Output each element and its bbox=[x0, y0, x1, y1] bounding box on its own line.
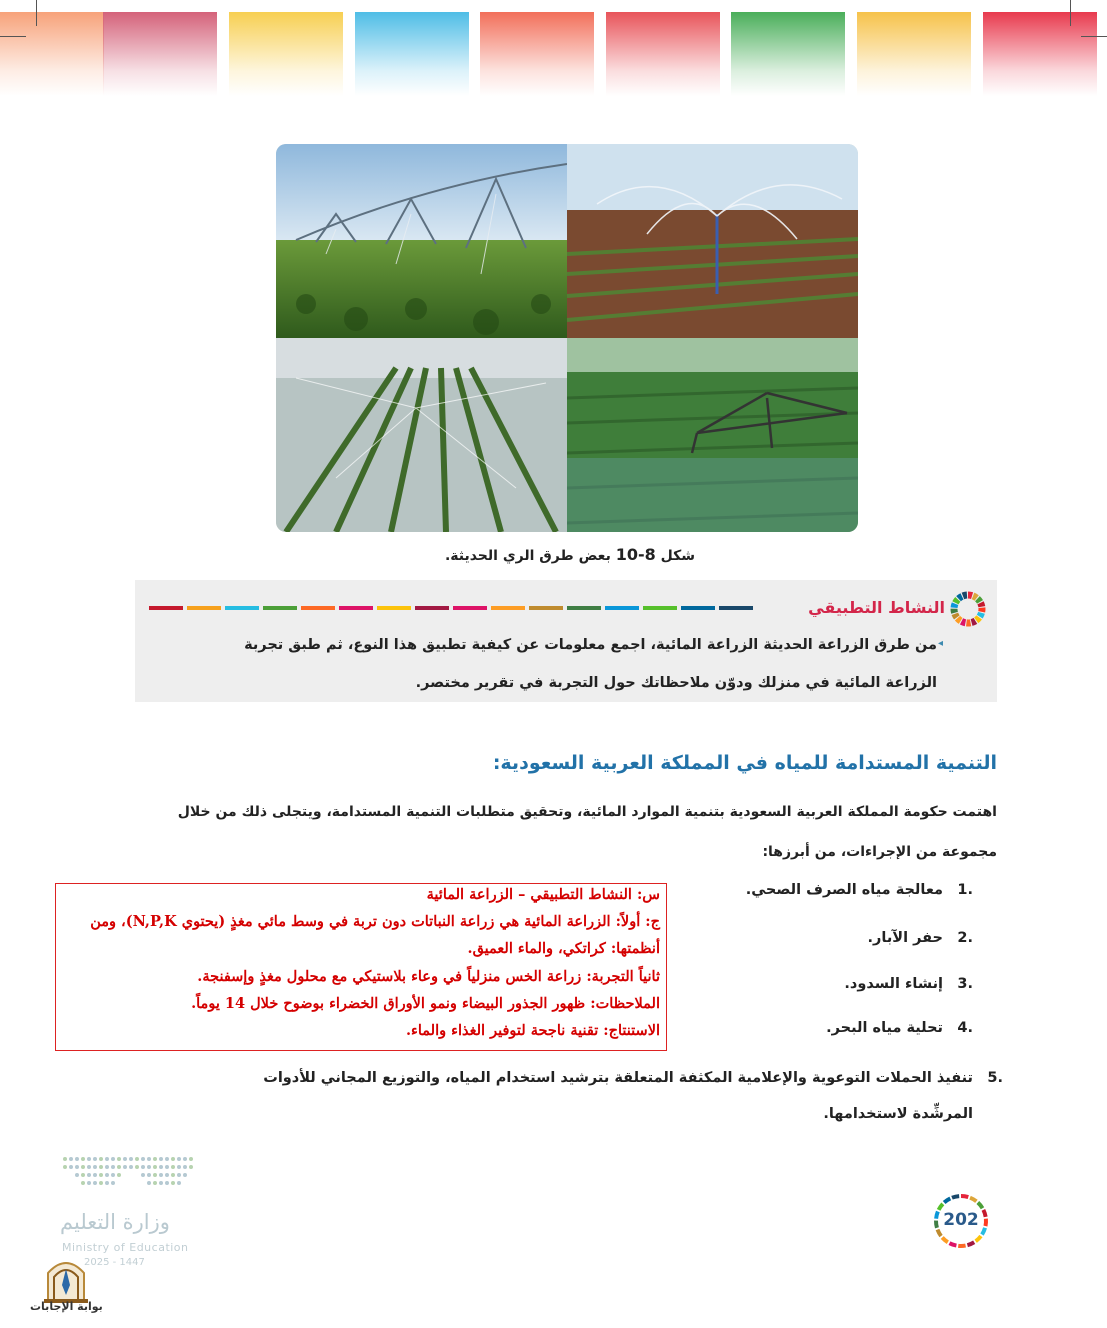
edition-year: 2025 - 1447 bbox=[84, 1257, 145, 1268]
ring-segment bbox=[939, 1204, 943, 1210]
stripe bbox=[415, 606, 449, 610]
color-tab bbox=[103, 12, 217, 96]
ring-segment bbox=[949, 1243, 956, 1245]
linear-move-irrigation-photo bbox=[567, 338, 858, 532]
list-item: .3إنشاء السدود. bbox=[844, 976, 973, 992]
ring-segment bbox=[954, 604, 955, 608]
ring-segment bbox=[967, 1242, 974, 1245]
color-tab bbox=[355, 12, 469, 96]
answers-portal-logo-icon bbox=[40, 1255, 92, 1305]
color-tab bbox=[983, 12, 1097, 96]
sdg-wheel-icon bbox=[949, 590, 987, 628]
ring-segment bbox=[955, 614, 957, 618]
center-pivot-irrigation-photo bbox=[276, 144, 567, 338]
list-item: .4تحلية مياه البحر. bbox=[826, 1020, 973, 1036]
list-item: .2حفر الآبار. bbox=[867, 930, 973, 946]
bullet-arrow-icon: ◂ bbox=[937, 638, 943, 649]
answers-portal-label: بوابة الإجابات bbox=[30, 1300, 103, 1313]
answer-line: ج: أولاً: الزراعة المائية هي زراعة النباتات دون تربة في وسط مائي مغذٍ (يحتوي N,P,K)، ومن bbox=[90, 913, 660, 930]
sdg-color-stripes bbox=[149, 606, 753, 610]
stripe bbox=[263, 606, 297, 610]
stripe bbox=[377, 606, 411, 610]
answer-line: الملاحظات: ظهور الجذور البيضاء ونمو الأوراق الخضراء بوضوح خلال 14 يوماً. bbox=[191, 995, 660, 1012]
crop-mark-left-v bbox=[36, 0, 37, 26]
activity-title: النشاط التطبيقي bbox=[808, 598, 945, 617]
crop-mark-right bbox=[1081, 36, 1107, 37]
stripe bbox=[187, 606, 221, 610]
ring-segment bbox=[955, 599, 957, 602]
ring-segment bbox=[963, 595, 967, 596]
ring-segment bbox=[944, 1198, 950, 1202]
ring-segment bbox=[977, 599, 980, 602]
section-paragraph: اهتمت حكومة المملكة العربية السعودية بتنمية الموارد المائية، وتحقيق متطلبات التنمية المستدامة، ويتجلى ذلك من خلال مجموعة من الإجراءات، من أبرزها: bbox=[177, 804, 997, 860]
ring-segment bbox=[981, 603, 982, 607]
color-tab bbox=[857, 12, 971, 96]
crop-mark-left bbox=[0, 36, 26, 37]
sprinkler-field-photo bbox=[567, 144, 858, 338]
figure-caption: شكل 8-10 بعض طرق الري الحديثة. bbox=[444, 545, 696, 564]
ring-segment bbox=[938, 1230, 942, 1236]
irrigation-photo-grid bbox=[276, 144, 858, 532]
top-color-tabs bbox=[0, 0, 1107, 100]
stripe bbox=[149, 606, 183, 610]
crop-mark-right-v bbox=[1070, 0, 1071, 26]
list-item: .5 تنفيذ الحملات التوعوية والإعلامية المكثفة المتعلقة بترشيد استخدام المياه، والتوزيع المجاني للأدوات المرشِّدة لاستخدامها. bbox=[263, 1070, 1003, 1122]
stripe bbox=[529, 606, 563, 610]
ring-segment bbox=[972, 621, 976, 623]
ring-segment bbox=[980, 613, 982, 617]
ring-segment bbox=[961, 1196, 968, 1197]
page-number: 202 bbox=[943, 1210, 979, 1230]
ring-segment bbox=[959, 596, 962, 598]
stripe bbox=[301, 606, 335, 610]
ring-segment bbox=[952, 1196, 959, 1198]
mist-sprinkler-rows-photo bbox=[276, 338, 567, 532]
ring-segment bbox=[957, 618, 960, 621]
stripe bbox=[491, 606, 525, 610]
ministry-dots-logo-icon bbox=[62, 1155, 198, 1199]
color-tab bbox=[0, 12, 104, 96]
applied-activity-box bbox=[135, 580, 997, 702]
ministry-name-english: Ministry of Education bbox=[62, 1241, 189, 1254]
stripe bbox=[719, 606, 753, 610]
color-tab bbox=[480, 12, 594, 96]
stripe bbox=[225, 606, 259, 610]
answer-question: س: النشاط التطبيقي – الزراعة المائية bbox=[426, 886, 660, 903]
ring-segment bbox=[973, 596, 977, 598]
answer-line: الاستنتاج: تقنية ناجحة لتوفير الغذاء والماء. bbox=[406, 1022, 660, 1039]
stripe bbox=[567, 606, 601, 610]
section-heading: التنمية المستدامة للمياه في المملكة العربية السعودية: bbox=[492, 752, 997, 774]
stripe bbox=[339, 606, 373, 610]
ring-segment bbox=[942, 1237, 948, 1242]
ring-segment bbox=[962, 621, 966, 622]
ring-segment bbox=[976, 617, 979, 620]
color-tab bbox=[731, 12, 845, 96]
ring-segment bbox=[968, 595, 972, 596]
ring-segment bbox=[970, 1198, 976, 1202]
answer-line: ثانياً التجربة: زراعة الخس منزلياً في وعاء بلاستيكي مع محلول مغذٍ وإسفنجة. bbox=[197, 968, 660, 985]
list-item: .1معالجة مياه الصرف الصحي. bbox=[745, 882, 973, 898]
stripe bbox=[681, 606, 715, 610]
color-tab bbox=[229, 12, 343, 96]
ring-segment bbox=[978, 1203, 983, 1209]
ring-segment bbox=[976, 1236, 981, 1241]
stripe bbox=[643, 606, 677, 610]
activity-text: من طرق الزراعة الحديثة الزراعة المائية، اجمع معلومات عن كيفية تطبيق هذا النوع، ثم طبق تجربة الزراعة المائية في منزلك ودوّن ملاحظاتك حول التجربة في تقرير مختصر. bbox=[244, 637, 937, 691]
color-tab bbox=[606, 12, 720, 96]
answer-box bbox=[55, 883, 667, 1051]
stripe bbox=[453, 606, 487, 610]
stripe bbox=[605, 606, 639, 610]
ministry-name-arabic: وزارة التعليم bbox=[60, 1210, 170, 1234]
ring-segment bbox=[954, 609, 955, 613]
answer-line: أنظمتها: كراتكي، والماء العميق. bbox=[467, 940, 660, 957]
